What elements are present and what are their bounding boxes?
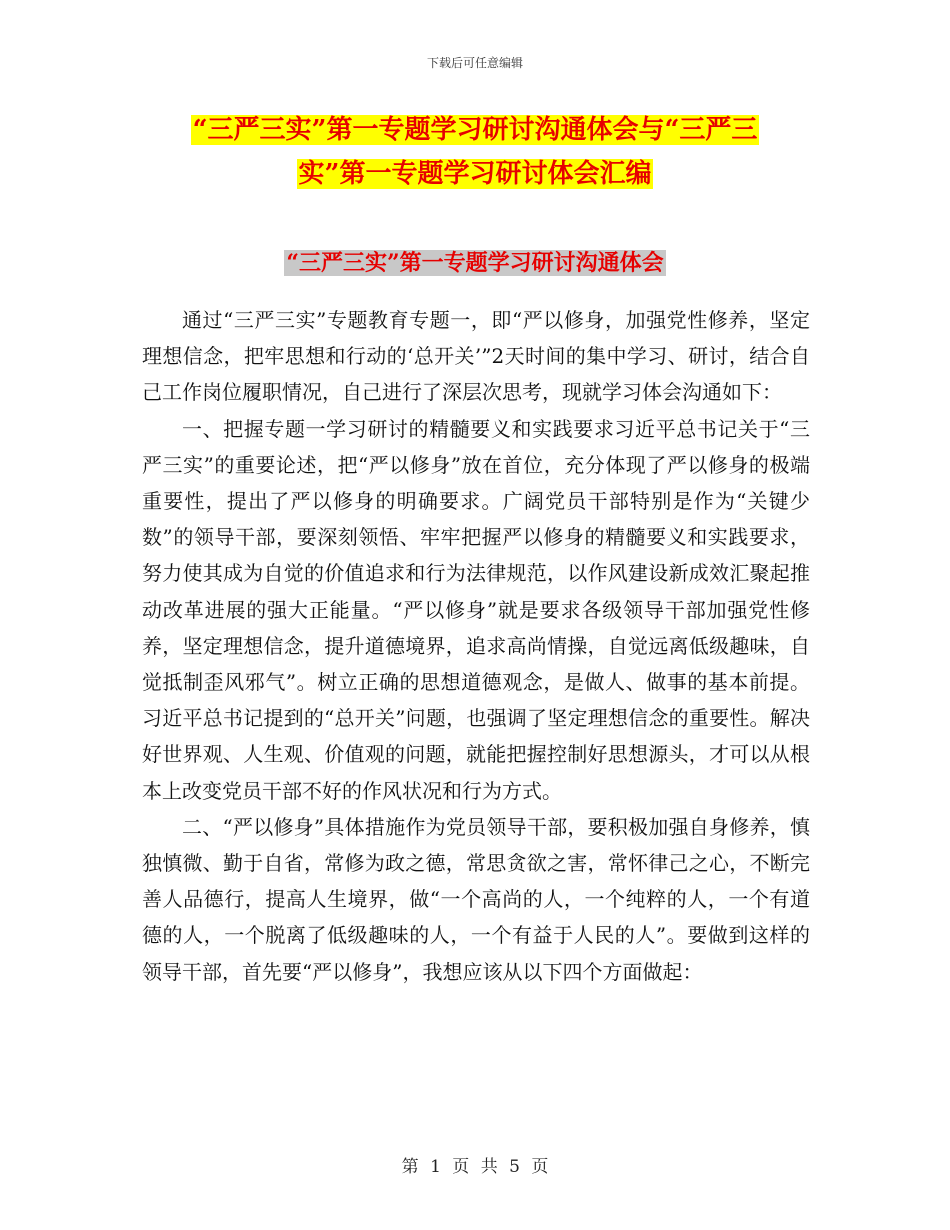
section-title (0, 246, 950, 280)
body-text (142, 302, 810, 990)
document-title-line-2: 实”第一专题学习研讨体会汇编 (298, 159, 652, 189)
document-title (0, 108, 950, 196)
section-title-text: “三严三实”第一专题学习研讨沟通体会 (286, 250, 664, 276)
page-number: 第 1 页 共 5 页 (401, 1157, 549, 1177)
page-header-note: 下载后可任意编辑 (426, 56, 523, 70)
paragraph-section-2: 二、“严以修身”具体措施作为党员领导干部，要积极加强自身修养，慎独慎微、勤于自省，常修为政之德，常思贪欲之害，常怀律己之心，不断完善人品德行，提高人生境界，做“一个高尚的人，一个纯粹的人，一个有道德的人，一个脱离了低级趣味的人，一个有益于人民的人”。要做到这样的领导干部，首先要“严以修身”，我想应该从以下四个方面做起： (142, 814, 810, 984)
paragraph-section-1: 一、把握专题一学习研讨的精髓要义和实践要求习近平总书记关于“三严三实”的重要论述，把“严以修身”放在首位，充分体现了严以修身的极端重要性，提出了严以修身的明确要求。广阔党员干部特别是作为“关键少数”的领导干部，要深刻领悟、牢牢把握严以修身的精髓要义和实践要求，努力使其成为自觉的价值追求和行为法律规范，以作风建设新成效汇聚起推动改革进展的强大正能量。“严以修身”就是要求各级领导干部加强党性修养，坚定理想信念，提升道德境界，追求高尚情操，自觉远离低级趣味，自觉抵制歪风邪气”。树立正确的思想道德观念，是做人、做事的基本前提。习近平总书记提到的“总开关”问题，也强调了坚定理想信念的重要性。解决好世界观、人生观、价值观的问题，就能把握控制好思想源头，才可以从根本上改变党员干部不好的作风状况和行为方式。 (142, 416, 810, 803)
document-title-line-1: “三严三实”第一专题学习研讨沟通体会与“三严三 (192, 115, 758, 145)
paragraph-intro: 通过“三严三实”专题教育专题一，即“严以修身，加强党性修养，坚定理想信念，把牢思想和行动的‘总开关’”2天时间的集中学习、研讨，结合自己工作岗位履职情况，自己进行了深层次思考，现就学习体会沟通如下： (142, 308, 810, 405)
